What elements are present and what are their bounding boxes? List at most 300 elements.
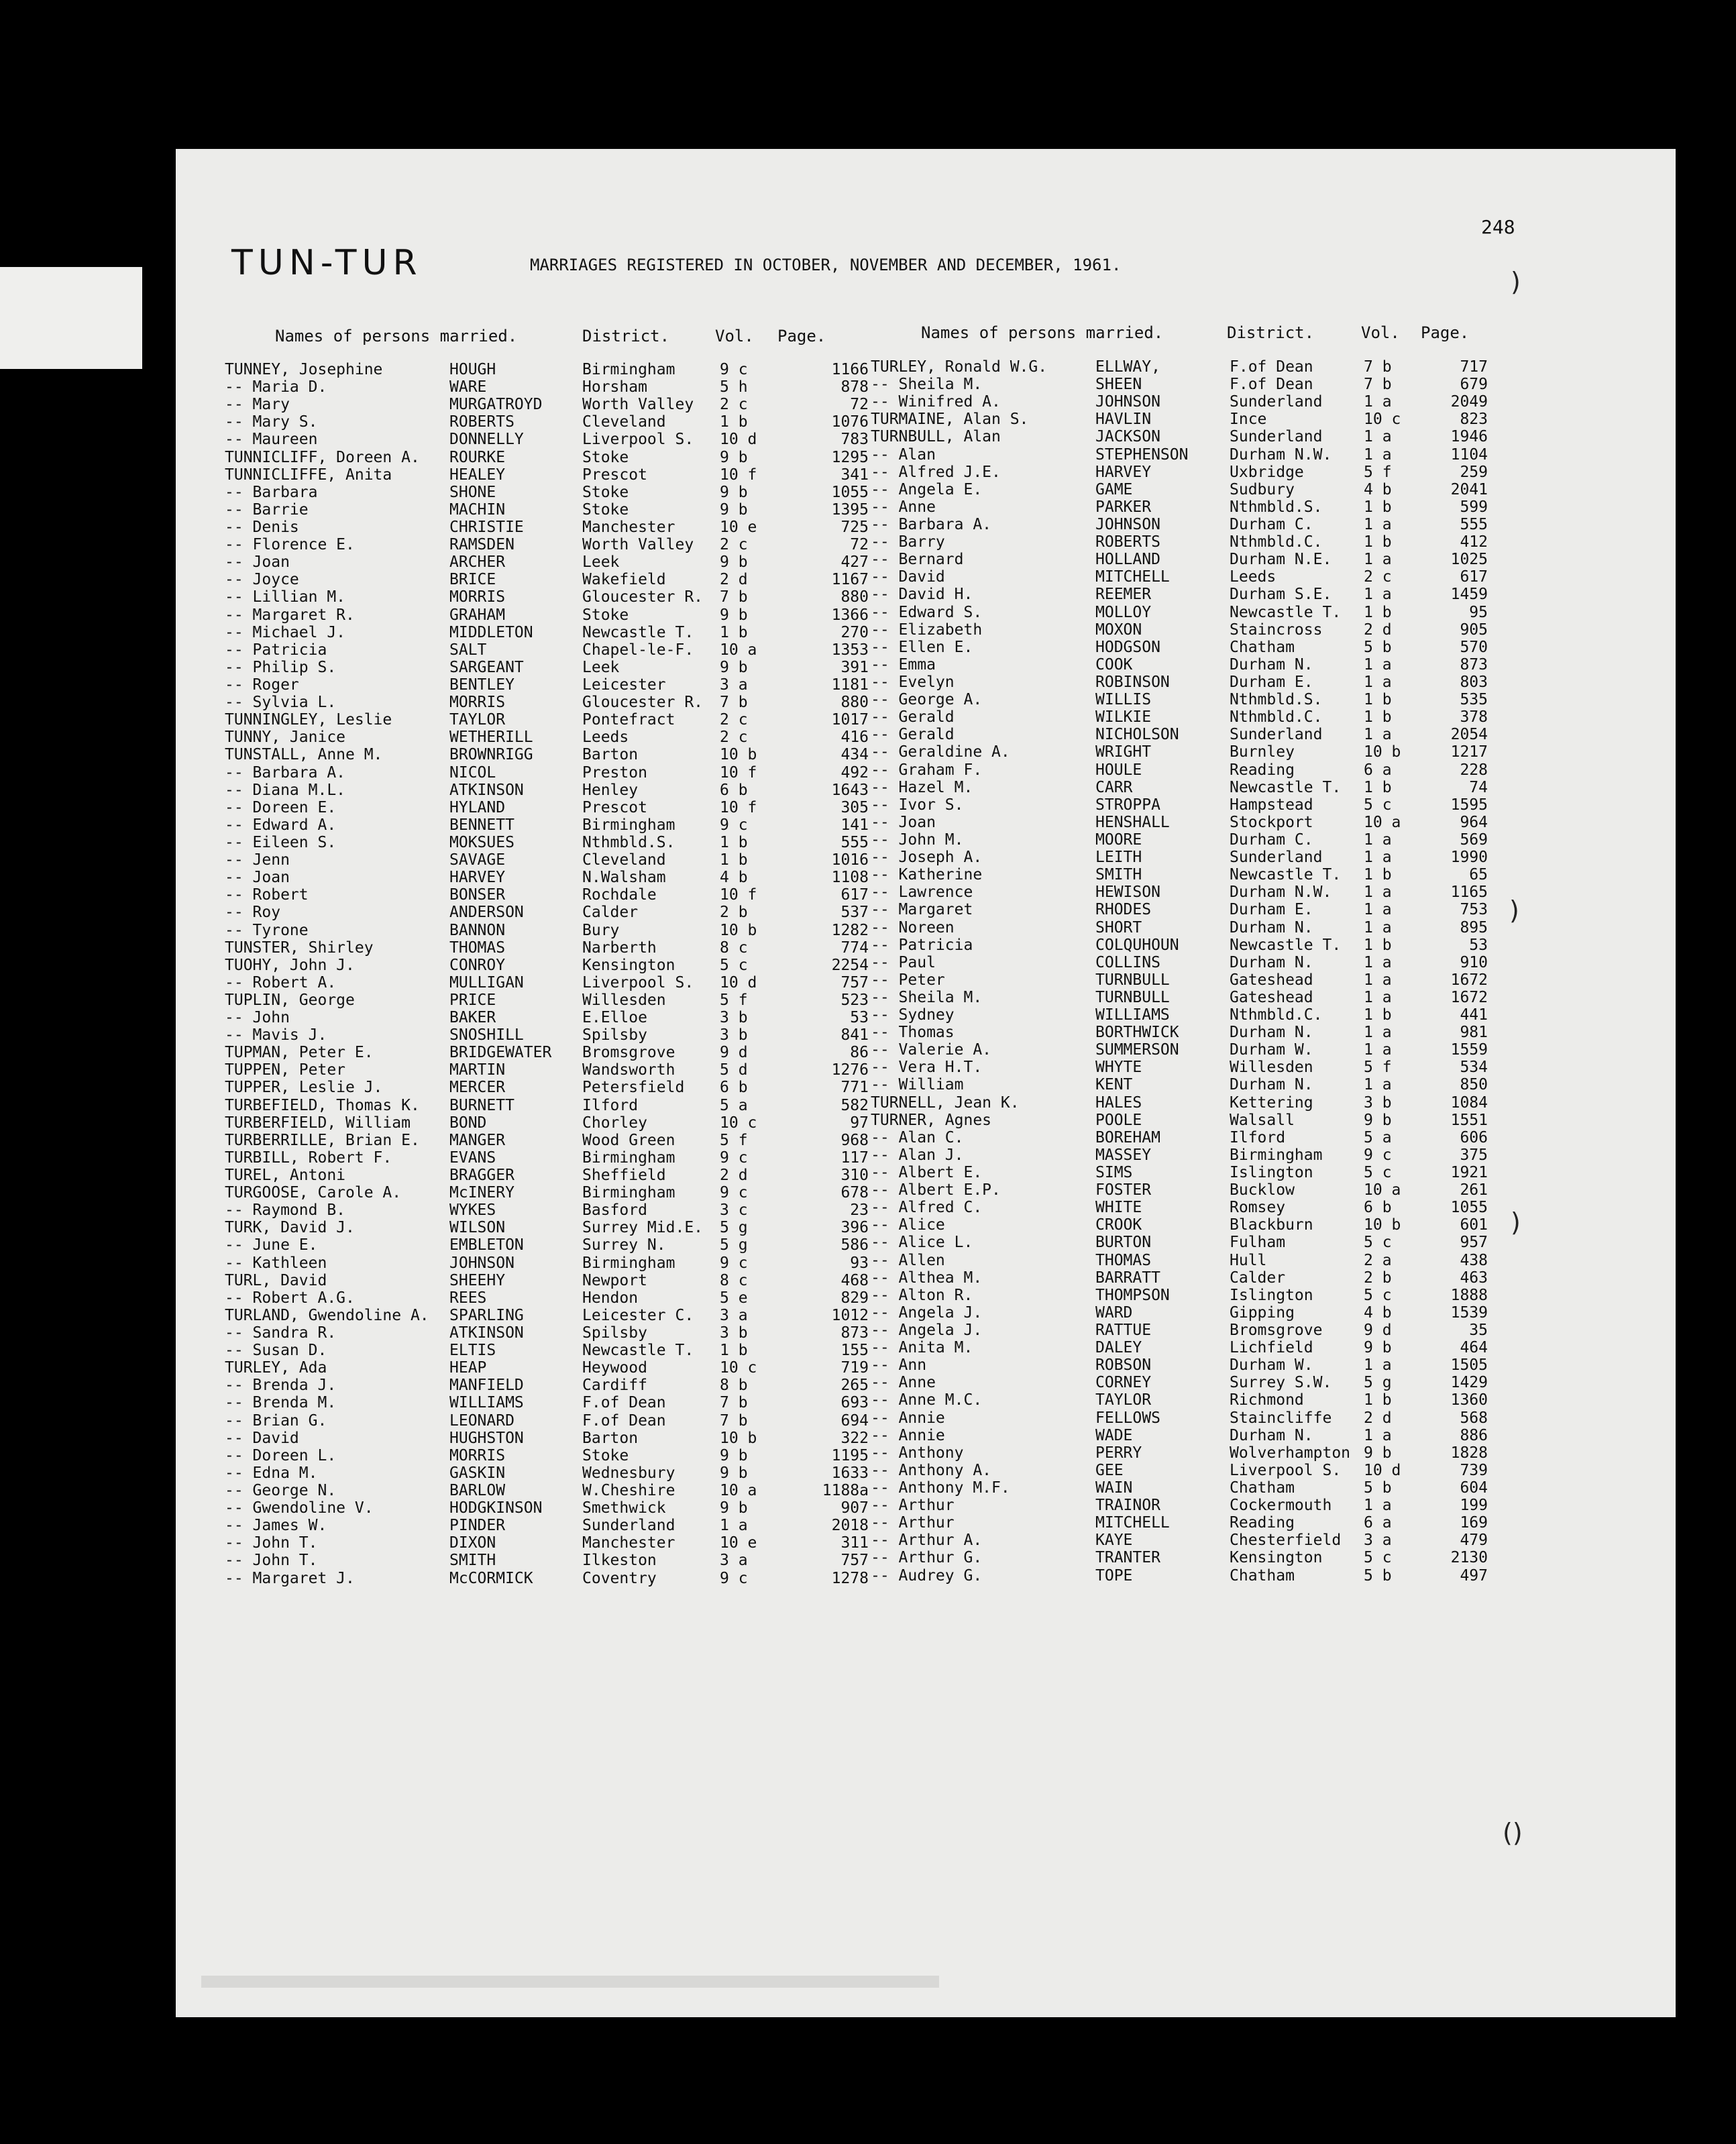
entry-page: 693 (840, 1394, 869, 1412)
entry-name: -- Arthur (871, 1497, 955, 1515)
entry-page: 569 (1460, 830, 1488, 849)
entry-row (871, 778, 1488, 796)
entry-district: Newport (582, 1271, 647, 1289)
entry-row (225, 1236, 869, 1254)
entry-page: 1429 (1450, 1374, 1488, 1392)
entry-page: 95 (1469, 603, 1488, 621)
entry-volume: 1 a (1364, 445, 1392, 464)
entry-district: Nthmbld.S. (582, 833, 675, 851)
entry-row (225, 798, 869, 816)
entry-district: Cardiff (582, 1377, 647, 1395)
entry-row (871, 1041, 1488, 1059)
entry-page: 604 (1460, 1479, 1488, 1497)
entry-name: -- Geraldine A. (871, 743, 1010, 761)
entry-row (871, 445, 1488, 464)
entry-row (225, 1499, 869, 1517)
entry-row (225, 553, 869, 572)
entry-name: -- Winifred A. (871, 393, 1001, 411)
entry-district: Ilford (1230, 1128, 1286, 1146)
entry-district: Durham W. (1230, 1356, 1313, 1375)
entry-spouse-surname: ELLWAY, (1095, 358, 1160, 376)
entry-volume: 1 a (1364, 901, 1392, 919)
entry-spouse-surname: PRICE (449, 991, 496, 1009)
entry-spouse-surname: HODGKINSON (449, 1499, 543, 1517)
entry-district: Birmingham (582, 1148, 675, 1167)
entry-volume: 10 b (720, 921, 757, 939)
entry-row (225, 1114, 869, 1132)
entry-spouse-surname: MOKSUES (449, 833, 514, 851)
entry-volume: 9 b (1364, 1444, 1392, 1462)
entry-page: 878 (840, 378, 869, 396)
entry-page: 880 (840, 588, 869, 606)
entry-page: 555 (840, 833, 869, 851)
entry-name: -- Robert (225, 886, 309, 904)
entry-district: Durham N. (1230, 1024, 1313, 1042)
entry-volume: 10 d (720, 431, 757, 449)
entry-district: Islington (1230, 1164, 1313, 1182)
entry-row (871, 1216, 1488, 1234)
entry-district: Hendon (582, 1289, 639, 1307)
entry-volume: 10 c (1364, 411, 1401, 429)
entry-spouse-surname: WRIGHT (1095, 743, 1152, 761)
entry-volume: 5 d (720, 1061, 748, 1079)
entry-volume: 9 b (720, 448, 748, 466)
entry-volume: 8 c (720, 939, 748, 957)
entry-spouse-surname: WETHERILL (449, 729, 533, 747)
entry-spouse-surname: STROPPA (1095, 796, 1160, 814)
entry-spouse-surname: ATKINSON (449, 1324, 524, 1342)
entry-district: Ilford (582, 1096, 639, 1114)
entry-spouse-surname: GEE (1095, 1461, 1124, 1479)
entry-district: Islington (1230, 1286, 1313, 1304)
entry-name: -- Anthony M.F. (871, 1479, 1010, 1497)
entry-page: 1188a (822, 1482, 869, 1499)
entry-name: TURNER, Agnes (871, 1111, 992, 1129)
entry-district: Gipping (1230, 1303, 1295, 1322)
entry-page: 1166 (831, 361, 869, 378)
entry-spouse-surname: SARGEANT (449, 658, 524, 676)
entry-district: Surrey S.W. (1230, 1374, 1332, 1392)
entry-row (871, 586, 1488, 604)
entry-district: Romsey (1230, 1199, 1286, 1217)
entry-district: Liverpool S. (582, 431, 694, 449)
entry-spouse-surname: COOK (1095, 655, 1133, 674)
entry-district: Stockport (1230, 813, 1313, 831)
entry-row (871, 480, 1488, 498)
entry-name: -- Edward S. (871, 603, 983, 621)
entry-page: 617 (840, 886, 869, 904)
entry-row (225, 1394, 869, 1412)
entry-district: Lichfield (1230, 1339, 1313, 1357)
entry-row (871, 1303, 1488, 1322)
entry-row (225, 518, 869, 536)
binding-hole-2: ) (1509, 896, 1519, 925)
entry-district: Durham N. (1230, 655, 1313, 674)
entry-row (225, 781, 869, 799)
entry-page: 479 (1460, 1532, 1488, 1550)
entry-volume: 9 b (720, 1446, 748, 1464)
entry-page: 537 (840, 904, 869, 922)
entry-volume: 1 a (1364, 918, 1392, 936)
entry-name: -- Anne (871, 498, 936, 516)
entry-row (225, 1131, 869, 1149)
entry-name: -- Margaret R. (225, 606, 355, 624)
entry-name: -- Edward A. (225, 816, 337, 834)
entry-district: Newcastle T. (1230, 603, 1342, 621)
entry-district: Narberth (582, 939, 657, 957)
entry-row (871, 796, 1488, 814)
entry-name: -- Barbara A. (225, 763, 346, 782)
entry-page: 1276 (831, 1061, 869, 1079)
entry-page: 535 (1460, 691, 1488, 709)
entry-name: -- Barry (871, 533, 945, 551)
entry-district: Kensington (582, 956, 675, 974)
entry-district: Kensington (1230, 1549, 1323, 1567)
entry-page: 1828 (1450, 1444, 1488, 1462)
entry-row (871, 621, 1488, 639)
entry-spouse-surname: NICHOLSON (1095, 726, 1179, 744)
entry-spouse-surname: SHEEHY (449, 1271, 506, 1289)
entry-page: 1076 (831, 413, 869, 431)
entry-name: TUNSTER, Shirley (225, 939, 374, 957)
entry-page: 492 (840, 763, 869, 782)
entry-row (225, 991, 869, 1009)
entry-row (225, 606, 869, 624)
entry-page: 2130 (1450, 1549, 1488, 1567)
entry-volume: 5 c (1364, 796, 1392, 814)
entry-spouse-surname: CARR (1095, 778, 1133, 796)
entry-volume: 10 e (720, 1534, 757, 1552)
entry-district: Durham C. (1230, 830, 1313, 849)
entry-spouse-surname: BRIDGEWATER (449, 1044, 552, 1062)
entry-page: 1539 (1450, 1303, 1488, 1322)
entry-row (871, 1076, 1488, 1094)
entry-name: -- Brian G. (225, 1411, 327, 1430)
entry-name: -- John (225, 1009, 290, 1027)
entry-page: 1672 (1450, 971, 1488, 989)
entry-spouse-surname: TRAINOR (1095, 1497, 1160, 1515)
entry-spouse-surname: SMITH (1095, 866, 1142, 884)
entry-page: 72 (850, 536, 869, 554)
entry-name: -- Gwendoline V. (225, 1499, 374, 1517)
entry-row (225, 623, 869, 641)
entry-page: 1888 (1450, 1286, 1488, 1304)
entry-name: -- Florence E. (225, 536, 355, 554)
entry-volume: 10 b (720, 746, 757, 764)
entry-row (871, 1006, 1488, 1024)
entry-volume: 7 b (1364, 376, 1392, 394)
left-entries (225, 361, 869, 1587)
entry-district: Birmingham (582, 361, 675, 378)
entry-page: 2254 (831, 956, 869, 974)
entry-row (871, 1251, 1488, 1269)
entry-name: -- Robert A. (225, 973, 337, 991)
entry-district: Birmingham (582, 1254, 675, 1272)
entry-district: Reading (1230, 1514, 1295, 1532)
entry-name: TUPPEN, Peter (225, 1061, 346, 1079)
entry-name: -- Kathleen (225, 1254, 327, 1272)
entry-volume: 3 c (720, 1201, 748, 1220)
entry-name: -- John M. (871, 830, 964, 849)
entry-volume: 1 b (1364, 936, 1392, 954)
entry-row (871, 498, 1488, 516)
entry-spouse-surname: SPARLING (449, 1306, 524, 1324)
entry-name: -- Mary (225, 396, 290, 414)
entry-name: TURLEY, Ada (225, 1359, 327, 1377)
entry-volume: 10 a (1364, 813, 1401, 831)
entry-spouse-surname: HYLAND (449, 798, 506, 816)
entry-row (225, 1254, 869, 1272)
entry-district: Preston (582, 763, 647, 782)
entry-name: -- Noreen (871, 918, 955, 936)
entry-page: 555 (1460, 515, 1488, 533)
entry-page: 117 (840, 1148, 869, 1167)
entry-spouse-surname: HARVEY (449, 869, 506, 887)
entry-volume: 9 c (720, 1148, 748, 1167)
entry-page: 534 (1460, 1059, 1488, 1077)
entry-volume: 4 b (720, 869, 748, 887)
entry-name: -- Hazel M. (871, 778, 973, 796)
entry-row (871, 533, 1488, 551)
entry-spouse-surname: McINERY (449, 1184, 514, 1202)
entry-district: Reading (1230, 761, 1295, 779)
entry-volume: 1 a (1364, 1024, 1392, 1042)
entry-row (871, 849, 1488, 867)
entry-spouse-surname: BAKER (449, 1009, 496, 1027)
entry-spouse-surname: MIDDLETON (449, 623, 533, 641)
entry-volume: 5 g (720, 1236, 748, 1254)
entry-name: -- John T. (225, 1552, 318, 1570)
entry-volume: 6 b (720, 781, 748, 799)
entry-spouse-surname: BENNETT (449, 816, 514, 834)
edge-tab (0, 267, 142, 369)
entry-page: 1366 (831, 606, 869, 624)
entry-district: F.of Dean (1230, 358, 1313, 376)
entry-volume: 1 b (1364, 866, 1392, 884)
entry-spouse-surname: CHRISTIE (449, 518, 524, 536)
entry-district: Rochdale (582, 886, 657, 904)
entry-page: 568 (1460, 1409, 1488, 1427)
entry-district: Durham E. (1230, 673, 1313, 691)
entry-district: Sunderland (1230, 726, 1323, 744)
entry-volume: 1 b (1364, 691, 1392, 709)
entry-district: Bucklow (1230, 1181, 1295, 1199)
entry-name: -- Peter (871, 971, 945, 989)
entry-page: 964 (1460, 813, 1488, 831)
entry-spouse-surname: SHORT (1095, 918, 1142, 936)
entry-row (225, 1009, 869, 1027)
entry-volume: 9 b (1364, 1111, 1392, 1129)
entry-page: 586 (840, 1236, 869, 1254)
entry-district: Cockermouth (1230, 1497, 1332, 1515)
entry-row (225, 1429, 869, 1447)
entry-district: Calder (582, 904, 639, 922)
entry-row (225, 1482, 869, 1499)
entry-spouse-surname: BARLOW (449, 1482, 506, 1499)
entry-name: -- Angela J. (871, 1322, 983, 1340)
entry-spouse-surname: HOLLAND (1095, 551, 1160, 569)
entry-row (225, 658, 869, 676)
entry-volume: 1 b (1364, 708, 1392, 727)
entry-spouse-surname: LEONARD (449, 1411, 514, 1430)
entry-row (225, 1569, 869, 1587)
entry-row (225, 1289, 869, 1307)
entry-row (225, 1201, 869, 1220)
entry-page: 1643 (831, 781, 869, 799)
entry-name: -- Annie (871, 1426, 945, 1444)
entry-spouse-surname: MITCHELL (1095, 1514, 1170, 1532)
entry-row (871, 761, 1488, 779)
entry-name: -- Arthur G. (871, 1549, 983, 1567)
entry-volume: 5 g (1364, 1374, 1392, 1392)
entry-page: 599 (1460, 498, 1488, 516)
entry-page: 396 (840, 1219, 869, 1237)
entry-name: -- David (871, 568, 945, 586)
entry-row (871, 813, 1488, 831)
entry-row (225, 956, 869, 974)
entry-name: -- Anita M. (871, 1339, 973, 1357)
entry-volume: 10 c (720, 1359, 757, 1377)
entry-district: Wood Green (582, 1131, 675, 1149)
entry-page: 957 (1460, 1234, 1488, 1252)
entry-row (871, 603, 1488, 621)
entry-name: -- Evelyn (871, 673, 955, 691)
entry-page: 441 (1460, 1006, 1488, 1024)
entry-row (871, 1093, 1488, 1112)
entry-row (225, 1552, 869, 1570)
entry-district: Stoke (582, 606, 629, 624)
entry-row (225, 1359, 869, 1377)
entry-spouse-surname: EMBLETON (449, 1236, 524, 1254)
entry-spouse-surname: HUGHSTON (449, 1429, 524, 1447)
entry-name: -- June E. (225, 1236, 318, 1254)
entry-row (871, 1514, 1488, 1532)
entry-district: Durham N.W. (1230, 883, 1332, 902)
entry-volume: 5 c (720, 956, 748, 974)
entry-row (225, 641, 869, 659)
entry-name: TUNNEY, Josephine (225, 361, 383, 378)
entry-volume: 1 a (1364, 515, 1392, 533)
entry-district: Spilsby (582, 1026, 647, 1044)
entry-spouse-surname: ROURKE (449, 448, 506, 466)
entry-spouse-surname: POOLE (1095, 1111, 1142, 1129)
entry-district: Chapel-le-F. (582, 641, 694, 659)
entry-row (225, 1271, 869, 1289)
entry-row (871, 1356, 1488, 1375)
entry-volume: 5 b (1364, 1566, 1392, 1585)
entry-name: -- Gerald (871, 726, 955, 744)
entry-name: -- Arthur A. (871, 1532, 983, 1550)
entry-volume: 1 a (1364, 586, 1392, 604)
entry-name: -- Barrie (225, 500, 309, 519)
entry-spouse-surname: HEALEY (449, 466, 506, 484)
entry-volume: 10 d (720, 973, 757, 991)
entry-page: 310 (840, 1167, 869, 1185)
entry-district: F.of Dean (582, 1394, 666, 1412)
entry-spouse-surname: FELLOWS (1095, 1409, 1160, 1427)
entry-page: 895 (1460, 918, 1488, 936)
entry-row (871, 1269, 1488, 1287)
entry-spouse-surname: BRICE (449, 571, 496, 589)
entry-district: Pontefract (582, 711, 675, 729)
entry-volume: 5 f (1364, 1059, 1392, 1077)
entry-district: Newcastle T. (1230, 936, 1342, 954)
entry-spouse-surname: BRAGGER (449, 1167, 514, 1185)
entry-volume: 9 b (720, 658, 748, 676)
entry-name: -- Philip S. (225, 658, 337, 676)
right-header-names: Names of persons married. (921, 323, 1164, 342)
entry-volume: 3 b (1364, 1093, 1392, 1112)
entry-name: -- Joan (225, 553, 290, 572)
entry-volume: 1 a (1364, 1076, 1392, 1094)
entry-volume: 5 c (1364, 1234, 1392, 1252)
entry-row (225, 466, 869, 484)
entry-name: -- Patricia (225, 641, 327, 659)
entry-row (871, 1199, 1488, 1217)
entry-page: 803 (1460, 673, 1488, 691)
entry-volume: 9 b (720, 1499, 748, 1517)
entry-name: TURGOOSE, Carole A. (225, 1184, 402, 1202)
entry-page: 2049 (1450, 393, 1488, 411)
entry-district: Heywood (582, 1359, 647, 1377)
entry-volume: 1 a (1364, 953, 1392, 971)
entry-spouse-surname: BOREHAM (1095, 1128, 1160, 1146)
entry-page: 1360 (1450, 1391, 1488, 1409)
entry-page: 74 (1469, 778, 1488, 796)
entry-district: Kettering (1230, 1093, 1313, 1112)
entry-name: -- Audrey G. (871, 1566, 983, 1585)
entry-district: Leek (582, 658, 620, 676)
entry-volume: 5 a (1364, 1128, 1392, 1146)
entry-spouse-surname: SMITH (449, 1552, 496, 1570)
entry-page: 1278 (831, 1569, 869, 1587)
entry-name: -- Lillian M. (225, 588, 346, 606)
entry-row (871, 901, 1488, 919)
entry-spouse-surname: MACHIN (449, 500, 506, 519)
entry-page: 774 (840, 939, 869, 957)
entry-spouse-surname: JOHNSON (1095, 393, 1160, 411)
entry-name: -- Alice (871, 1216, 945, 1234)
entry-name: -- Albert E. (871, 1164, 983, 1182)
entry-name: -- Angela E. (871, 480, 983, 498)
entry-name: -- David (225, 1429, 299, 1447)
entry-spouse-surname: RAMSDEN (449, 536, 514, 554)
entry-name: -- Anne M.C. (871, 1391, 983, 1409)
entry-volume: 1 a (1364, 849, 1392, 867)
entry-name: -- Robert A.G. (225, 1289, 355, 1307)
entry-row (225, 886, 869, 904)
entry-volume: 1 b (720, 851, 748, 869)
entry-district: Ilkeston (582, 1552, 657, 1570)
entry-volume: 6 a (1364, 761, 1392, 779)
entry-volume: 3 b (720, 1324, 748, 1342)
binding-hole-1: ) (1511, 267, 1521, 297)
entry-name: -- Arthur (871, 1514, 955, 1532)
entry-page: 468 (840, 1271, 869, 1289)
entry-volume: 3 a (720, 1552, 748, 1570)
entry-page: 1559 (1450, 1041, 1488, 1059)
entry-name: TUNSTALL, Anne M. (225, 746, 383, 764)
entry-name: -- Ann (871, 1356, 927, 1375)
entry-row (871, 515, 1488, 533)
entry-row (871, 1374, 1488, 1392)
entry-row (225, 1534, 869, 1552)
entry-district: Liverpool S. (582, 973, 694, 991)
entry-page: 2041 (1450, 480, 1488, 498)
entry-volume: 5 f (1364, 463, 1392, 481)
entry-page: 823 (1460, 411, 1488, 429)
entry-spouse-surname: JOHNSON (449, 1254, 514, 1272)
